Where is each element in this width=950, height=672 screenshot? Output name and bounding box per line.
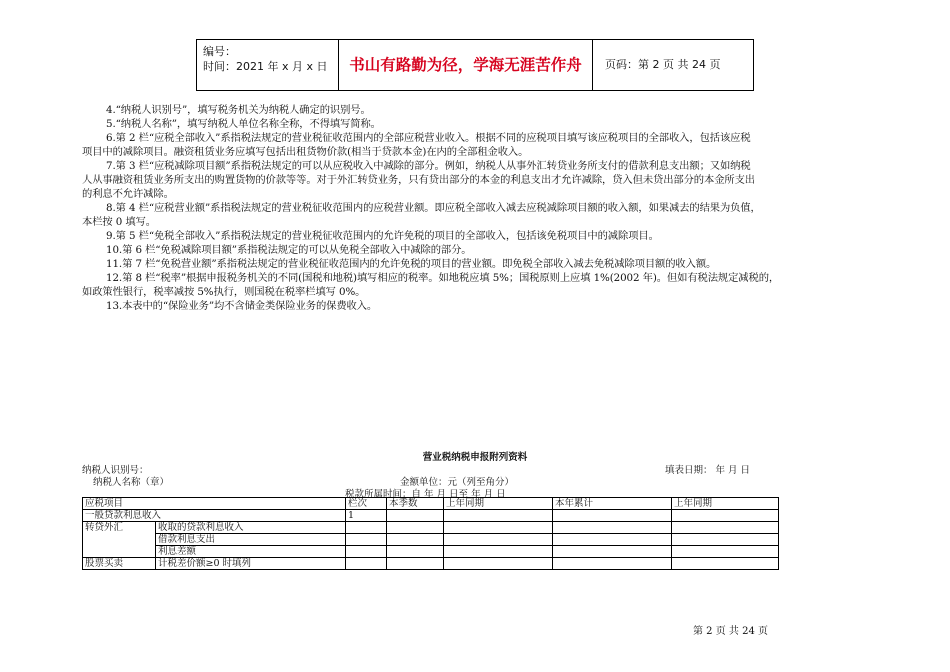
table-row bbox=[83, 558, 779, 570]
row-category: 转贷外汇 bbox=[83, 522, 156, 558]
table-row bbox=[83, 534, 779, 546]
cell-empty[interactable] bbox=[553, 522, 672, 534]
header-slogan: 书山有路勤为径，学海无涯苦作舟 bbox=[339, 40, 593, 90]
column-header: 应税项目 bbox=[83, 498, 346, 510]
table-row bbox=[83, 546, 779, 558]
column-header: 上年同期 bbox=[444, 498, 553, 510]
fill-date-label: 填表日期： 年 月 日 bbox=[665, 465, 751, 476]
cell-empty[interactable] bbox=[387, 558, 444, 570]
cell-empty[interactable] bbox=[672, 510, 779, 522]
table-header-row bbox=[83, 498, 779, 510]
row-item: 借款利息支出 bbox=[156, 534, 346, 546]
paragraph-line: 如政策性银行，税率减按 5%执行，则国税在税率栏填写 0%。 bbox=[82, 286, 366, 298]
tax-period-label: 税款所属时间：自 年 月 日至 年 月 日 bbox=[345, 489, 506, 500]
row-item: 收取的贷款利息收入 bbox=[156, 522, 346, 534]
row-category: 股票买卖 bbox=[83, 558, 156, 570]
paragraph-line: 10.第 6 栏“免税减除项目额”系指税法规定的可以从免税全部收入中减除的部分。 bbox=[106, 244, 472, 256]
document-number-label: 编号： bbox=[203, 45, 236, 58]
page-footer: 第 2 页 共 24 页 bbox=[693, 626, 768, 637]
row-line-number bbox=[346, 522, 387, 534]
cell-empty[interactable] bbox=[672, 534, 779, 546]
document-time-label: 时间：2021 年 x 月 x 日 bbox=[203, 60, 328, 73]
paragraph-line: 7.第 3 栏“应税减除项目额”系指税法规定的可以从应税收入中减除的部分。例如，纳税人从事外汇转贷业务所支付的借款利息支出额；又如纳税 bbox=[106, 160, 751, 172]
paragraph-line: 12.第 8 栏“税率”根据申报税务机关的不同(国税和地税)填写相应的税率。如地税应填 5%；国税原则上应填 1%(2002 年)。但如有税法规定减税的， bbox=[106, 272, 780, 284]
paragraph-line: 6.第 2 栏“应税全部收入”系指税法规定的营业税征收范围内的全部应税营业收入。根据不同的应税项目填写该应税项目的全部收入，包括该应税 bbox=[106, 132, 751, 144]
table-row bbox=[83, 510, 779, 522]
row-item: 利息差额 bbox=[156, 546, 346, 558]
cell-empty[interactable] bbox=[444, 522, 553, 534]
cell-empty[interactable] bbox=[387, 510, 444, 522]
column-header: 上年同期 bbox=[672, 498, 779, 510]
header-page-label: 页码：第 2 页 共 24 页 bbox=[605, 58, 721, 71]
cell-empty[interactable] bbox=[553, 558, 672, 570]
column-header: 栏次 bbox=[346, 498, 387, 510]
table-row bbox=[83, 522, 779, 534]
paragraph-line: 的利息不允许减除。 bbox=[82, 188, 174, 200]
cell-empty[interactable] bbox=[672, 522, 779, 534]
paragraph-line: 本栏按 0 填写。 bbox=[82, 216, 156, 228]
cell-empty[interactable] bbox=[387, 534, 444, 546]
document-header bbox=[196, 39, 754, 91]
paragraph-line: 项目中的减除项目。融资租赁业务应填写包括出租货物价款(相当于贷款本金)在内的全部租金收入。 bbox=[82, 146, 529, 158]
cell-empty[interactable] bbox=[387, 546, 444, 558]
row-line-number: 1 bbox=[346, 510, 387, 522]
cell-empty[interactable] bbox=[387, 522, 444, 534]
paragraph-line: 8.第 4 栏“应税营业额”系指税法规定的营业税征收范围内的应税营业额。即应税全部收入减去应税减除项目额的收入额，如果减去的结果为负值， bbox=[106, 202, 761, 214]
paragraph-line: 9.第 5 栏“免税全部收入”系指税法规定的营业税征收范围内的允许免税的项目的全部收入，包括该免税项目中的减除项目。 bbox=[106, 230, 659, 242]
cell-empty[interactable] bbox=[444, 510, 553, 522]
cell-empty[interactable] bbox=[444, 546, 553, 558]
row-line-number bbox=[346, 558, 387, 570]
header-meta bbox=[197, 40, 339, 90]
cell-empty[interactable] bbox=[672, 546, 779, 558]
cell-empty[interactable] bbox=[444, 534, 553, 546]
cell-empty[interactable] bbox=[444, 558, 553, 570]
row-item: 计税差价额≥0 时填列 bbox=[156, 558, 346, 570]
row-line-number bbox=[346, 534, 387, 546]
amount-unit-label: 金额单位：元（列至角分） bbox=[400, 477, 515, 488]
taxpayer-id-label: 纳税人识别号： bbox=[82, 465, 149, 476]
paragraph-line: 5.“纳税人名称”，填写纳税人单位名称全称，不得填写简称。 bbox=[106, 118, 381, 130]
paragraph-line: 4.“纳税人识别号”，填写税务机关为纳税人确定的识别号。 bbox=[106, 104, 371, 116]
column-header: 本年累计 bbox=[553, 498, 672, 510]
cell-empty[interactable] bbox=[672, 558, 779, 570]
cell-empty[interactable] bbox=[553, 510, 672, 522]
column-header: 本季数 bbox=[387, 498, 444, 510]
paragraph-line: 人从事融资租赁业务所支出的购置货物的价款等等。对于外汇转贷业务，只有贷出部分的本金的利息支出才允许减除，贷入但未贷出部分的本金所支出 bbox=[82, 174, 755, 186]
row-category: 一般贷款利息收入 bbox=[83, 510, 346, 522]
paragraph-line: 11.第 7 栏“免税营业额”系指税法规定的营业税征收范围内的允许免税的项目的营业额。即免税全部收入减去免税减除项目额的收入额。 bbox=[106, 258, 717, 270]
row-line-number bbox=[346, 546, 387, 558]
taxpayer-name-label: 纳税人名称（章） bbox=[93, 477, 170, 488]
paragraph-line: 13.本表中的“保险业务”均不含储金类保险业务的保费收入。 bbox=[106, 300, 378, 312]
cell-empty[interactable] bbox=[553, 534, 672, 546]
tax-form-table bbox=[82, 497, 779, 570]
form-title: 营业税纳税申报附列资料 bbox=[422, 452, 528, 463]
cell-empty[interactable] bbox=[553, 546, 672, 558]
